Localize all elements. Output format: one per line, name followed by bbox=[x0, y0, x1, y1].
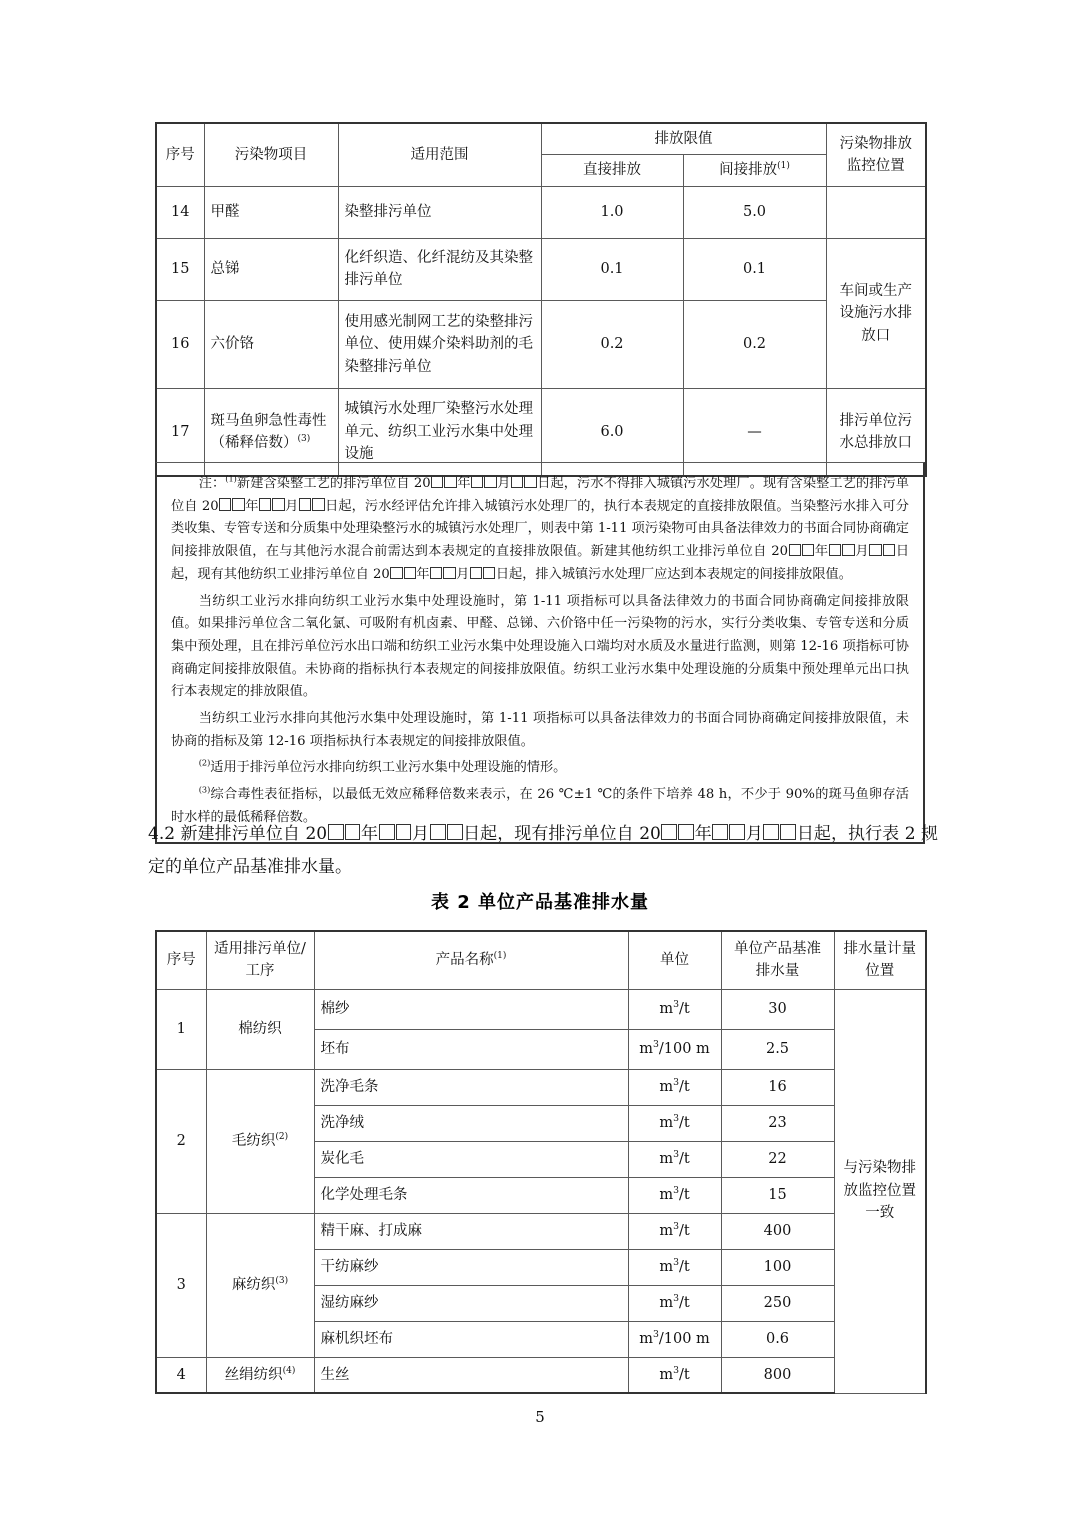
table-row bbox=[156, 238, 926, 300]
table-row bbox=[156, 300, 926, 388]
unit-suffix: /t bbox=[678, 1186, 690, 1203]
unit-exponent: 3 bbox=[673, 1292, 679, 1304]
th-monitor-location: 污染物排放监控位置 bbox=[826, 123, 926, 186]
cell2-seq: 2 bbox=[156, 1069, 206, 1213]
note-1-part-a: 新建含染整工艺的排污单位自 20 bbox=[236, 476, 431, 491]
placeholder-box bbox=[802, 544, 814, 556]
unit-prefix: m bbox=[639, 1040, 653, 1057]
cell2-product: 麻机织坯布 bbox=[314, 1321, 628, 1357]
section-4-2-part-d: 日起，现有排污单位自 20 bbox=[463, 824, 661, 844]
placeholder-box bbox=[447, 824, 463, 840]
placeholder-box bbox=[483, 567, 495, 579]
placeholder-box bbox=[511, 476, 523, 488]
placeholder-box bbox=[430, 567, 442, 579]
cell-monitor-blank bbox=[826, 186, 926, 238]
placeholder-box bbox=[259, 498, 271, 510]
cell2-category-label: 丝绢纺织 bbox=[224, 1366, 283, 1383]
placeholder-box bbox=[763, 824, 779, 840]
th2-product-name-label: 产品名称 bbox=[435, 952, 494, 969]
note-1-marker: (1) bbox=[225, 473, 237, 484]
note-1-part-f: 月 bbox=[285, 498, 299, 514]
table-row bbox=[156, 989, 926, 1029]
cell2-unit bbox=[628, 1141, 721, 1177]
cell2-seq: 3 bbox=[156, 1213, 206, 1357]
placeholder-box bbox=[272, 498, 284, 510]
cell2-product: 干纺麻纱 bbox=[314, 1249, 628, 1285]
th2-meter-location: 排水量计量位置 bbox=[834, 931, 926, 989]
placeholder-box bbox=[729, 824, 745, 840]
cell2-product: 湿纺麻纱 bbox=[314, 1285, 628, 1321]
table-row bbox=[156, 1213, 926, 1249]
cell2-value: 800 bbox=[721, 1357, 834, 1393]
cell2-product: 炭化毛 bbox=[314, 1141, 628, 1177]
cell2-category-label: 毛纺织 bbox=[231, 1132, 276, 1149]
cell-item: 六价铬 bbox=[204, 300, 338, 388]
unit-suffix: /100 m bbox=[658, 1040, 710, 1057]
placeholder-box bbox=[379, 824, 395, 840]
cell-item-footnote-marker: (3) bbox=[297, 434, 311, 445]
placeholder-box bbox=[396, 824, 412, 840]
unit-suffix: /t bbox=[678, 1222, 690, 1239]
placeholder-box bbox=[431, 476, 443, 488]
cell2-product: 坯布 bbox=[314, 1029, 628, 1069]
note-label: 注： bbox=[198, 476, 226, 491]
cell-seq: 14 bbox=[156, 186, 204, 238]
cell2-category bbox=[206, 989, 314, 1069]
unit-suffix: /t bbox=[678, 1078, 690, 1095]
cell2-product: 洗净绒 bbox=[314, 1105, 628, 1141]
cell-indirect: — bbox=[683, 388, 826, 476]
cell2-product: 生丝 bbox=[314, 1357, 628, 1393]
cell-scope: 染整排污单位 bbox=[338, 186, 541, 238]
cell2-value: 16 bbox=[721, 1069, 834, 1105]
note-1-part-d: 日起，污水不得排入城镇污水处理厂。现有含染整工艺的排污单位自 20 bbox=[171, 476, 909, 514]
cell2-value: 0.6 bbox=[721, 1321, 834, 1357]
th-indirect-label: 间接排放 bbox=[719, 162, 778, 179]
placeholder-box bbox=[678, 824, 694, 840]
cell-direct: 0.2 bbox=[541, 300, 683, 388]
cell-seq: 15 bbox=[156, 238, 204, 300]
cell2-category-label: 棉纺织 bbox=[238, 1020, 282, 1037]
pollutant-discharge-limits-table bbox=[155, 122, 927, 477]
placeholder-box bbox=[328, 824, 344, 840]
placeholder-box bbox=[470, 567, 482, 579]
unit-suffix: /t bbox=[678, 1150, 690, 1167]
unit-exponent: 3 bbox=[652, 1328, 659, 1340]
cell2-product: 精干麻、打成麻 bbox=[314, 1213, 628, 1249]
unit-exponent: 3 bbox=[673, 1220, 679, 1232]
cell2-category-footnote-marker: (3) bbox=[275, 1275, 289, 1286]
cell2-unit bbox=[628, 1285, 721, 1321]
table2-caption: 表 2 单位产品基准排水量 bbox=[430, 892, 650, 913]
cell2-category-label: 麻纺织 bbox=[231, 1276, 276, 1293]
cell2-product: 化学处理毛条 bbox=[314, 1177, 628, 1213]
cell2-unit bbox=[628, 1177, 721, 1213]
cell2-value: 250 bbox=[721, 1285, 834, 1321]
cell2-unit bbox=[628, 1029, 721, 1069]
placeholder-box bbox=[232, 498, 244, 510]
cell2-value: 22 bbox=[721, 1141, 834, 1177]
unit-prefix: m bbox=[659, 1150, 674, 1167]
cell2-value: 23 bbox=[721, 1105, 834, 1141]
placeholder-box bbox=[312, 498, 324, 510]
cell2-value: 2.5 bbox=[721, 1029, 834, 1069]
cell2-category bbox=[206, 1213, 314, 1357]
section-4-2-paragraph bbox=[148, 818, 938, 884]
note-1-part-k: 年 bbox=[416, 566, 430, 582]
section-4-2-part-g: 日起，执行表 2 规定的单位产品基准排水量。 bbox=[148, 824, 939, 878]
unit-prefix: m bbox=[659, 1000, 674, 1017]
unit-prefix: m bbox=[659, 1114, 674, 1131]
cell-scope: 使用感光制网工艺的染整排污单位、使用媒介染料助剂的毛染整排污单位 bbox=[338, 300, 541, 388]
note-1-part-j: 日起，现有其他纺织工业排污单位自 20 bbox=[171, 544, 910, 582]
unit-exponent: 3 bbox=[673, 1112, 679, 1124]
cell-monitor-outfall: 排污单位污水总排放口 bbox=[826, 388, 926, 476]
cell2-value: 15 bbox=[721, 1177, 834, 1213]
cell2-category bbox=[206, 1069, 314, 1213]
unit-prefix: m bbox=[659, 1222, 674, 1239]
table-row bbox=[156, 186, 926, 238]
cell2-unit bbox=[628, 1069, 721, 1105]
note-5-text: 综合毒性表征指标，以最低无效应稀释倍数来表示，在 26 ℃±1 ℃的条件下培养 48 h，不少于 90%的斑马鱼卵存活时水样的最低稀释倍数。 bbox=[171, 787, 909, 825]
unit-exponent: 3 bbox=[673, 1256, 679, 1268]
cell-scope: 城镇污水处理厂染整污水处理单元、纺织工业污水集中处理设施 bbox=[338, 388, 541, 476]
unit-exponent: 3 bbox=[673, 1364, 679, 1376]
note-5-marker: (3) bbox=[198, 784, 211, 795]
note-1-part-l: 月 bbox=[456, 566, 470, 582]
cell-direct: 0.1 bbox=[541, 238, 683, 300]
cell-item: 总锑 bbox=[204, 238, 338, 300]
placeholder-box bbox=[661, 824, 677, 840]
placeholder-box bbox=[219, 498, 231, 510]
th-indirect-footnote-marker: (1) bbox=[777, 161, 790, 172]
unit-suffix: /t bbox=[678, 1000, 690, 1017]
cell-seq: 16 bbox=[156, 300, 204, 388]
cell-direct: 1.0 bbox=[541, 186, 683, 238]
unit-exponent: 3 bbox=[673, 1184, 679, 1196]
unit-prefix: m bbox=[639, 1330, 653, 1347]
cell2-product: 洗净毛条 bbox=[314, 1069, 628, 1105]
unit-suffix: /t bbox=[678, 1114, 690, 1131]
table2-header-row bbox=[156, 931, 926, 989]
th-direct-discharge: 直接排放 bbox=[541, 155, 683, 186]
placeholder-box bbox=[430, 824, 446, 840]
unit-suffix: /100 m bbox=[658, 1330, 710, 1347]
cell2-value: 100 bbox=[721, 1249, 834, 1285]
section-4-2-part-b: 年 bbox=[360, 824, 379, 844]
unit-prefix: m bbox=[659, 1258, 674, 1275]
unit-product-baseline-water-discharge-table bbox=[155, 930, 927, 1394]
placeholder-box bbox=[444, 476, 456, 488]
cell-direct: 6.0 bbox=[541, 388, 683, 476]
th-limit-group: 排放限值 bbox=[541, 123, 826, 155]
cell-scope: 化纤织造、化纤混纺及其染整排污单位 bbox=[338, 238, 541, 300]
placeholder-box bbox=[471, 476, 483, 488]
note-1-part-g: 日起，污水经评估允许排入城镇污水处理厂的，执行本表规定的直接排放限值。当染整污水排入可分类收集、专管专送和分质集中处理染整污水的城镇污水处理厂，则表中第 1-11 项污染物可由具备法律效力的书面合同协商确定间接排放限值，在与其他污水混合前需达到本表规定的直接排放限值。新建其他纺织工业排污单位自 20 bbox=[171, 498, 909, 560]
cell2-unit bbox=[628, 989, 721, 1029]
th2-product-name-footnote-marker: (1) bbox=[493, 951, 507, 962]
section-4-2-part-c: 月 bbox=[411, 824, 430, 844]
cell-indirect: 5.0 bbox=[683, 186, 826, 238]
cell2-unit bbox=[628, 1249, 721, 1285]
placeholder-box bbox=[390, 567, 402, 579]
th-pollutant-item: 污染物项目 bbox=[204, 123, 338, 186]
unit-prefix: m bbox=[659, 1186, 674, 1203]
cell2-category-footnote-marker: (2) bbox=[275, 1131, 289, 1142]
section-4-2-part-f: 月 bbox=[745, 824, 763, 844]
note-4-marker: (2) bbox=[198, 758, 211, 769]
note-3: 当纺织工业污水排向其他污水集中处理设施时，第 1-11 项指标可以具备法律效力的书面合同协商确定间接排放限值，未协商的指标及第 12-16 项指标执行本表规定的间接排放限值。 bbox=[171, 711, 909, 749]
cell2-unit bbox=[628, 1213, 721, 1249]
unit-suffix: /t bbox=[678, 1258, 690, 1275]
cell2-value: 30 bbox=[721, 989, 834, 1029]
section-4-2-part-a: 4.2 新建排污单位自 20 bbox=[148, 824, 328, 844]
placeholder-box bbox=[712, 824, 728, 840]
cell2-seq: 4 bbox=[156, 1357, 206, 1393]
section-4-2-part-e: 年 bbox=[694, 824, 712, 844]
cell-item: 甲醛 bbox=[204, 186, 338, 238]
note-1-part-e: 年 bbox=[245, 498, 259, 514]
unit-prefix: m bbox=[659, 1294, 674, 1311]
page-number: 5 bbox=[535, 1408, 545, 1426]
th-indirect-discharge bbox=[683, 155, 826, 186]
unit-exponent: 3 bbox=[673, 1076, 679, 1088]
note-4 bbox=[171, 757, 909, 780]
table1-notes bbox=[155, 462, 925, 844]
th2-product-name bbox=[314, 931, 628, 989]
cell2-unit bbox=[628, 1357, 721, 1393]
table1-header-row-1 bbox=[156, 123, 926, 155]
cell2-unit bbox=[628, 1105, 721, 1141]
cell2-unit bbox=[628, 1321, 721, 1357]
cell-monitor-workshop: 车间或生产设施污水排放口 bbox=[826, 238, 926, 388]
cell2-category-footnote-marker: (4) bbox=[282, 1365, 296, 1376]
th-seq: 序号 bbox=[156, 123, 204, 186]
placeholder-box bbox=[345, 824, 361, 840]
cell-indirect: 0.1 bbox=[683, 238, 826, 300]
note-1-part-i: 月 bbox=[855, 544, 869, 560]
unit-prefix: m bbox=[659, 1078, 674, 1095]
cell2-category bbox=[206, 1357, 314, 1393]
cell-indirect: 0.2 bbox=[683, 300, 826, 388]
note-2: 当纺织工业污水排向纺织工业污水集中处理设施时，第 1-11 项指标可以具备法律效力的书面合同协商确定间接排放限值。如果排污单位含二氧化氯、可吸附有机卤素、甲醛、总锑、六价铬中任一污染物的污水，实行分类收集、专管专送和分质集中预处理，且在排污单位污水出口端和纺织工业污水集中处理设施入口端均对水质及水量进行监测，则第 12-16 项指标可协商确定间接排放限值。未协商的指标执行本表规定的间接排放限值。纺织工业污水集中处理设施的分质集中预处理单元出口执行本表规定的排放限值。 bbox=[171, 593, 909, 700]
placeholder-box bbox=[842, 544, 854, 556]
placeholder-box bbox=[299, 498, 311, 510]
unit-prefix: m bbox=[659, 1366, 674, 1383]
placeholder-box bbox=[883, 544, 895, 556]
cell-item-label: 斑马鱼卵急性毒性（稀释倍数） bbox=[210, 412, 327, 452]
cell2-value: 400 bbox=[721, 1213, 834, 1249]
th2-unit: 单位 bbox=[628, 931, 721, 989]
cell2-seq: 1 bbox=[156, 989, 206, 1069]
cell2-product: 棉纱 bbox=[314, 989, 628, 1029]
th2-seq: 序号 bbox=[156, 931, 206, 989]
note-1 bbox=[171, 473, 909, 587]
placeholder-box bbox=[484, 476, 496, 488]
placeholder-box bbox=[789, 544, 801, 556]
table-row bbox=[156, 1069, 926, 1105]
unit-suffix: /t bbox=[678, 1294, 690, 1311]
placeholder-box bbox=[404, 567, 416, 579]
placeholder-box bbox=[869, 544, 881, 556]
th2-unit-process: 适用排污单位/工序 bbox=[206, 931, 314, 989]
th2-baseline: 单位产品基准排水量 bbox=[721, 931, 834, 989]
note-1-part-h: 年 bbox=[814, 544, 829, 560]
note-1-part-b: 年 bbox=[457, 476, 471, 491]
th-scope: 适用范围 bbox=[338, 123, 541, 186]
unit-exponent: 3 bbox=[673, 1148, 679, 1160]
placeholder-box bbox=[829, 544, 841, 556]
placeholder-box bbox=[780, 824, 796, 840]
note-4-text: 适用于排污单位污水排向纺织工业污水集中处理设施的情形。 bbox=[210, 760, 567, 776]
placeholder-box bbox=[443, 567, 455, 579]
unit-suffix: /t bbox=[678, 1366, 690, 1383]
note-1-part-m: 日起，排入城镇污水处理厂应达到本表规定的间接排放限值。 bbox=[495, 566, 852, 582]
unit-exponent: 3 bbox=[652, 1038, 659, 1050]
unit-exponent: 3 bbox=[673, 998, 679, 1010]
cell-seq: 17 bbox=[156, 388, 204, 476]
cell2-meter-location-value: 与污染物排放监控位置一致 bbox=[834, 989, 926, 1393]
table-row bbox=[156, 1357, 926, 1393]
placeholder-box bbox=[524, 476, 536, 488]
note-1-part-c: 月 bbox=[497, 476, 511, 491]
